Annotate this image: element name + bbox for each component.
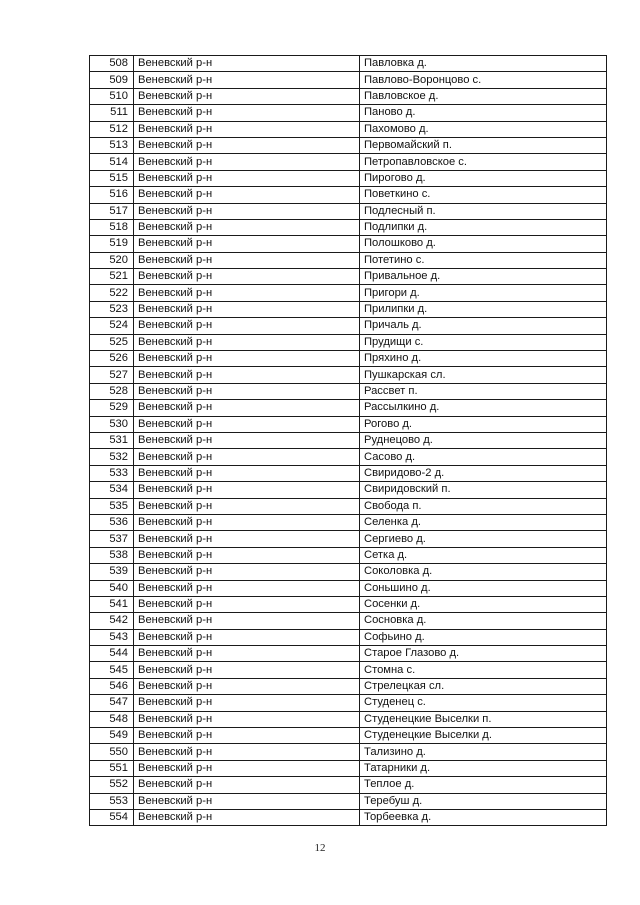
row-number: 518 <box>90 219 134 235</box>
table-row <box>90 777 607 793</box>
table-row <box>90 760 607 776</box>
table-row <box>90 56 607 72</box>
row-district: Веневский р-н <box>134 678 360 694</box>
table-row <box>90 187 607 203</box>
table-row <box>90 301 607 317</box>
row-settlement: Тализино д. <box>360 744 607 760</box>
row-district: Веневский р-н <box>134 351 360 367</box>
row-settlement: Теплое д. <box>360 777 607 793</box>
row-settlement: Студенецкие Выселки д. <box>360 728 607 744</box>
row-district: Веневский р-н <box>134 580 360 596</box>
row-number: 517 <box>90 203 134 219</box>
row-settlement: Свиридово-2 д. <box>360 465 607 481</box>
row-district: Веневский р-н <box>134 695 360 711</box>
row-district: Веневский р-н <box>134 711 360 727</box>
row-settlement: Стомна с. <box>360 662 607 678</box>
row-district: Веневский р-н <box>134 203 360 219</box>
row-settlement: Стрелецкая сл. <box>360 678 607 694</box>
row-settlement: Рогово д. <box>360 416 607 432</box>
table-row <box>90 154 607 170</box>
row-district: Веневский р-н <box>134 72 360 88</box>
row-settlement: Павловка д. <box>360 56 607 72</box>
table-row <box>90 137 607 153</box>
row-number: 551 <box>90 760 134 776</box>
row-district: Веневский р-н <box>134 137 360 153</box>
row-settlement: Софьино д. <box>360 629 607 645</box>
row-number: 520 <box>90 252 134 268</box>
table-row <box>90 564 607 580</box>
row-number: 532 <box>90 449 134 465</box>
row-district: Веневский р-н <box>134 334 360 350</box>
table-row <box>90 351 607 367</box>
row-number: 535 <box>90 498 134 514</box>
row-settlement: Рассылкино д. <box>360 400 607 416</box>
row-settlement: Свобода п. <box>360 498 607 514</box>
table-row <box>90 678 607 694</box>
table-row <box>90 334 607 350</box>
row-district: Веневский р-н <box>134 629 360 645</box>
row-district: Веневский р-н <box>134 285 360 301</box>
row-district: Веневский р-н <box>134 301 360 317</box>
row-number: 553 <box>90 793 134 809</box>
row-district: Веневский р-н <box>134 531 360 547</box>
row-settlement: Петропавловское с. <box>360 154 607 170</box>
row-district: Веневский р-н <box>134 105 360 121</box>
table-row <box>90 203 607 219</box>
table-row <box>90 596 607 612</box>
row-number: 508 <box>90 56 134 72</box>
row-settlement: Пахомово д. <box>360 121 607 137</box>
row-district: Веневский р-н <box>134 269 360 285</box>
row-district: Веневский р-н <box>134 187 360 203</box>
row-settlement: Селенка д. <box>360 514 607 530</box>
row-district: Веневский р-н <box>134 728 360 744</box>
row-settlement: Прудищи с. <box>360 334 607 350</box>
row-number: 521 <box>90 269 134 285</box>
row-number: 511 <box>90 105 134 121</box>
row-settlement: Подлесный п. <box>360 203 607 219</box>
row-settlement: Сасово д. <box>360 449 607 465</box>
table-row <box>90 72 607 88</box>
row-district: Веневский р-н <box>134 219 360 235</box>
row-settlement: Сосенки д. <box>360 596 607 612</box>
row-settlement: Сергиево д. <box>360 531 607 547</box>
row-settlement: Подлипки д. <box>360 219 607 235</box>
row-number: 512 <box>90 121 134 137</box>
row-number: 515 <box>90 170 134 186</box>
row-settlement: Потетино с. <box>360 252 607 268</box>
row-district: Веневский р-н <box>134 777 360 793</box>
table-row <box>90 744 607 760</box>
row-settlement: Павловское д. <box>360 88 607 104</box>
row-district: Веневский р-н <box>134 121 360 137</box>
row-district: Веневский р-н <box>134 416 360 432</box>
row-number: 549 <box>90 728 134 744</box>
row-settlement: Свиридовский п. <box>360 482 607 498</box>
row-settlement: Сосновка д. <box>360 613 607 629</box>
row-settlement: Пригори д. <box>360 285 607 301</box>
row-settlement: Сетка д. <box>360 547 607 563</box>
row-settlement: Соколовка д. <box>360 564 607 580</box>
row-settlement: Старое Глазово д. <box>360 646 607 662</box>
row-settlement: Пряхино д. <box>360 351 607 367</box>
table-row <box>90 662 607 678</box>
row-settlement: Рассвет п. <box>360 383 607 399</box>
row-district: Веневский р-н <box>134 760 360 776</box>
row-settlement: Прилипки д. <box>360 301 607 317</box>
row-number: 527 <box>90 367 134 383</box>
row-district: Веневский р-н <box>134 154 360 170</box>
table-row <box>90 367 607 383</box>
settlements-table <box>89 55 607 826</box>
row-number: 524 <box>90 318 134 334</box>
row-settlement: Студенецкие Выселки п. <box>360 711 607 727</box>
row-district: Веневский р-н <box>134 547 360 563</box>
row-district: Веневский р-н <box>134 236 360 252</box>
row-district: Веневский р-н <box>134 482 360 498</box>
row-number: 514 <box>90 154 134 170</box>
row-district: Веневский р-н <box>134 449 360 465</box>
row-number: 548 <box>90 711 134 727</box>
row-settlement: Причаль д. <box>360 318 607 334</box>
table-row <box>90 285 607 301</box>
table-row <box>90 629 607 645</box>
row-number: 533 <box>90 465 134 481</box>
row-number: 510 <box>90 88 134 104</box>
row-settlement: Пирогово д. <box>360 170 607 186</box>
row-number: 522 <box>90 285 134 301</box>
row-number: 552 <box>90 777 134 793</box>
row-number: 543 <box>90 629 134 645</box>
table-row <box>90 400 607 416</box>
table-row <box>90 580 607 596</box>
row-number: 531 <box>90 432 134 448</box>
table-row <box>90 613 607 629</box>
table-row <box>90 170 607 186</box>
table-row <box>90 416 607 432</box>
row-number: 534 <box>90 482 134 498</box>
table-row <box>90 711 607 727</box>
table-row <box>90 432 607 448</box>
row-district: Веневский р-н <box>134 88 360 104</box>
settlements-table-body <box>90 56 607 826</box>
row-settlement: Паново д. <box>360 105 607 121</box>
row-number: 537 <box>90 531 134 547</box>
table-row <box>90 269 607 285</box>
row-number: 530 <box>90 416 134 432</box>
table-row <box>90 531 607 547</box>
row-district: Веневский р-н <box>134 367 360 383</box>
row-number: 545 <box>90 662 134 678</box>
row-number: 509 <box>90 72 134 88</box>
row-settlement: Татарники д. <box>360 760 607 776</box>
table-row <box>90 793 607 809</box>
row-number: 525 <box>90 334 134 350</box>
row-number: 513 <box>90 137 134 153</box>
row-district: Веневский р-н <box>134 170 360 186</box>
row-settlement: Поветкино с. <box>360 187 607 203</box>
row-district: Веневский р-н <box>134 400 360 416</box>
row-number: 529 <box>90 400 134 416</box>
row-number: 542 <box>90 613 134 629</box>
table-row <box>90 514 607 530</box>
row-district: Веневский р-н <box>134 662 360 678</box>
table-row <box>90 465 607 481</box>
row-district: Веневский р-н <box>134 56 360 72</box>
row-settlement: Первомайский п. <box>360 137 607 153</box>
row-district: Веневский р-н <box>134 514 360 530</box>
row-number: 538 <box>90 547 134 563</box>
row-settlement: Привальное д. <box>360 269 607 285</box>
row-district: Веневский р-н <box>134 793 360 809</box>
row-settlement: Соньшино д. <box>360 580 607 596</box>
row-settlement: Руднецово д. <box>360 432 607 448</box>
table-row <box>90 482 607 498</box>
row-number: 523 <box>90 301 134 317</box>
table-row <box>90 498 607 514</box>
row-settlement: Торбеевка д. <box>360 809 607 825</box>
row-number: 528 <box>90 383 134 399</box>
row-settlement: Студенец с. <box>360 695 607 711</box>
row-district: Веневский р-н <box>134 432 360 448</box>
table-row <box>90 547 607 563</box>
table-row <box>90 252 607 268</box>
row-district: Веневский р-н <box>134 564 360 580</box>
row-number: 554 <box>90 809 134 825</box>
table-row <box>90 449 607 465</box>
row-settlement: Теребуш д. <box>360 793 607 809</box>
table-row <box>90 728 607 744</box>
row-district: Веневский р-н <box>134 465 360 481</box>
row-settlement: Пушкарская сл. <box>360 367 607 383</box>
table-row <box>90 318 607 334</box>
row-district: Веневский р-н <box>134 318 360 334</box>
row-number: 516 <box>90 187 134 203</box>
table-row <box>90 219 607 235</box>
table-row <box>90 236 607 252</box>
row-number: 546 <box>90 678 134 694</box>
row-number: 539 <box>90 564 134 580</box>
row-number: 544 <box>90 646 134 662</box>
table-row <box>90 695 607 711</box>
row-district: Веневский р-н <box>134 613 360 629</box>
table-row <box>90 809 607 825</box>
row-district: Веневский р-н <box>134 596 360 612</box>
row-district: Веневский р-н <box>134 809 360 825</box>
row-district: Веневский р-н <box>134 646 360 662</box>
row-number: 540 <box>90 580 134 596</box>
row-district: Веневский р-н <box>134 744 360 760</box>
table-row <box>90 105 607 121</box>
row-number: 547 <box>90 695 134 711</box>
row-number: 519 <box>90 236 134 252</box>
table-row <box>90 88 607 104</box>
row-number: 541 <box>90 596 134 612</box>
row-district: Веневский р-н <box>134 498 360 514</box>
row-number: 550 <box>90 744 134 760</box>
row-settlement: Павлово-Воронцово с. <box>360 72 607 88</box>
row-district: Веневский р-н <box>134 252 360 268</box>
row-number: 536 <box>90 514 134 530</box>
page-number: 12 <box>314 842 326 854</box>
row-settlement: Полошково д. <box>360 236 607 252</box>
table-row <box>90 121 607 137</box>
table-row <box>90 383 607 399</box>
row-district: Веневский р-н <box>134 383 360 399</box>
table-row <box>90 646 607 662</box>
row-number: 526 <box>90 351 134 367</box>
